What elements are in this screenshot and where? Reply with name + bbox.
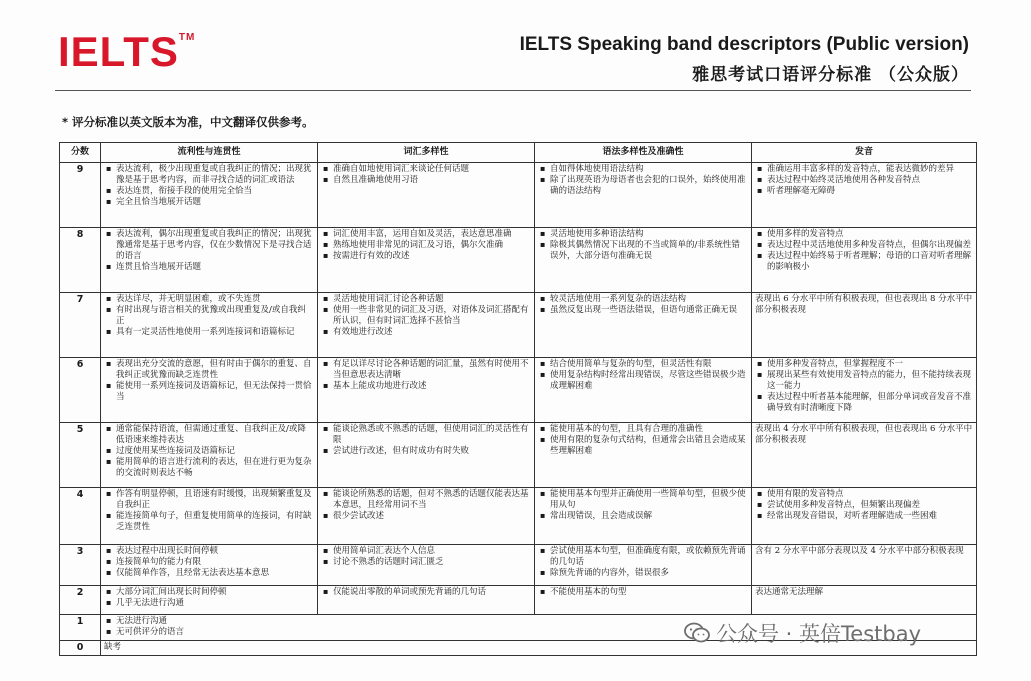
band-score: 9 — [60, 163, 101, 228]
descriptor-item: ▪ 经常出现发音错误，对听者理解造成一些困难 — [767, 511, 973, 522]
header-pronunciation: 发音 — [752, 143, 977, 163]
descriptor-item: ▪ 准确自如地使用词汇来谈论任何话题 — [333, 164, 531, 175]
fluency-cell — [101, 293, 318, 358]
lexical-list — [321, 359, 531, 392]
table-row — [60, 423, 977, 488]
translation-note: * 评分标准以英文版本为准，中文翻译仅供参考。 — [62, 115, 314, 129]
page-title-en: IELTS Speaking band descriptors (Public version) — [519, 34, 969, 55]
descriptor-item: ▪ 大部分词汇间出现长时间停顿 — [116, 587, 314, 598]
pronunciation-list — [755, 359, 973, 413]
header-divider — [55, 90, 971, 91]
grammar-list — [538, 587, 748, 598]
descriptor-item: ▪ 除了出现英语为母语者也会犯的口误外，始终使用准确的语法结构 — [550, 175, 748, 197]
descriptor-item: ▪ 能谈论熟悉或不熟悉的话题，但使用词汇的灵活性有限 — [333, 424, 531, 446]
descriptor-item: ▪ 听者理解毫无障碍 — [767, 186, 973, 197]
table-row — [60, 586, 977, 615]
descriptor-item: ▪ 作答有明显停顿，且语速有时缓慢，出现频繁重复及自我纠正 — [116, 489, 314, 511]
descriptor-item: ▪ 讨论不熟悉的话题时词汇匮乏 — [333, 557, 531, 568]
grammar-cell — [535, 488, 752, 545]
band-score: 3 — [60, 545, 101, 586]
page-title-cn: 雅思考试口语评分标准 （公众版） — [692, 65, 969, 85]
descriptor-item: ▪ 使用复杂结构时经常出现错误，尽管这些错误极少造成理解困难 — [550, 370, 748, 392]
pronunciation-list — [755, 489, 973, 522]
descriptor-item: ▪ 仅能说出零散的单词或预先背诵的几句话 — [333, 587, 531, 598]
header-band: 分数 — [60, 143, 101, 163]
descriptor-item: ▪ 表达过程中始终灵活地使用各种发音特点 — [767, 175, 973, 186]
descriptor-item: ▪ 按需进行有效的改述 — [333, 251, 531, 262]
grammar-list — [538, 359, 748, 392]
descriptor-item: ▪ 有时出现与语言相关的犹豫或出现重复及/或自我纠正 — [116, 305, 314, 327]
grammar-list — [538, 164, 748, 197]
descriptor-item: ▪ 不能使用基本的句型 — [550, 587, 748, 598]
fluency-list — [104, 587, 314, 609]
fluency-cell — [101, 586, 318, 615]
descriptor-item: ▪ 能用简单的语言进行流利的表达，但在进行更为复杂的交流时则表达不畅 — [116, 457, 314, 479]
lexical-cell — [318, 423, 535, 488]
descriptor-item: ▪ 很少尝试改述 — [333, 511, 531, 522]
descriptor-item: ▪ 尝试使用基本句型，但准确度有限，或依赖预先背诵的几句话 — [550, 546, 748, 568]
band-score: 7 — [60, 293, 101, 358]
descriptor-item: ▪ 熟练地使用非常见的词汇及习语，偶尔欠准确 — [333, 240, 531, 251]
header-lexical: 词汇多样性 — [318, 143, 535, 163]
fluency-list — [104, 229, 314, 273]
pronunciation-cell: 含有 2 分水平中部分表现以及 4 分水平中部分积极表现 — [752, 545, 977, 586]
table-header-row — [60, 143, 977, 163]
pronunciation-list — [755, 164, 973, 197]
descriptor-item: ▪ 尝试进行改述，但有时成功有时失败 — [333, 446, 531, 457]
grammar-cell — [535, 423, 752, 488]
pronunciation-cell — [752, 163, 977, 228]
descriptor-item: ▪ 连贯且恰当地展开话题 — [116, 262, 314, 273]
descriptor-item: ▪ 具有一定灵活性地使用一系列连接词和语篇标记 — [116, 327, 314, 338]
descriptor-item: ▪ 能使用基本的句型，且具有合理的准确性 — [550, 424, 748, 435]
descriptor-item: ▪ 较灵活地使用一系列复杂的语法结构 — [550, 294, 748, 305]
descriptor-item: ▪ 使用多种发音特点，但掌握程度不一 — [767, 359, 973, 370]
lexical-cell — [318, 228, 535, 293]
descriptor-item: ▪ 尝试使用多种发音特点，但频繁出现偏差 — [767, 500, 973, 511]
descriptor-item: ▪ 准确运用丰富多样的发音特点，能表达微妙的差异 — [767, 164, 973, 175]
table-row — [60, 228, 977, 293]
descriptor-item: ▪ 使用多样的发音特点 — [767, 229, 973, 240]
fluency-list — [104, 164, 314, 208]
fluency-cell — [101, 488, 318, 545]
watermark-text: 公众号 · 英倍Testbay — [716, 622, 922, 646]
fluency-list — [104, 359, 314, 403]
descriptor-item: ▪ 连接简单句的能力有限 — [116, 557, 314, 568]
pronunciation-cell: 表达通常无法理解 — [752, 586, 977, 615]
fluency-cell: 缺考 — [101, 641, 977, 656]
descriptor-item: ▪ 使用有限的复杂句式结构，但通常会出错且会造成某些理解困难 — [550, 435, 748, 457]
wechat-watermark — [684, 618, 921, 648]
descriptor-item: ▪ 有足以详尽讨论各种话题的词汇量，虽然有时使用不当但意思表达清晰 — [333, 359, 531, 381]
lexical-list — [321, 294, 531, 338]
descriptor-item: ▪ 自然且准确地使用习语 — [333, 175, 531, 186]
descriptor-item: ▪ 使用有限的发音特点 — [767, 489, 973, 500]
pronunciation-cell — [752, 488, 977, 545]
grammar-cell — [535, 358, 752, 423]
fluency-cell — [101, 358, 318, 423]
band-score: 1 — [60, 615, 101, 641]
descriptor-item: ▪ 使用一些非常见的词汇及习语，对语体及词汇搭配有所认识，但有时词汇选择不甚恰当 — [333, 305, 531, 327]
grammar-cell — [535, 293, 752, 358]
header-grammar: 语法多样性及准确性 — [535, 143, 752, 163]
header-fluency: 流利性与连贯性 — [101, 143, 318, 163]
band-score: 5 — [60, 423, 101, 488]
descriptor-item: ▪ 无法进行沟通 — [116, 616, 973, 627]
fluency-list — [104, 546, 314, 579]
table-row — [60, 163, 977, 228]
lexical-cell — [318, 586, 535, 615]
descriptor-item: ▪ 仅能简单作答，且经常无法表达基本意思 — [116, 568, 314, 579]
lexical-list — [321, 489, 531, 522]
descriptor-item: ▪ 表达过程中灵活地使用多种发音特点，但偶尔出现偏差 — [767, 240, 973, 251]
descriptor-item: ▪ 词汇使用丰富，运用自如及灵活，表达意思准确 — [333, 229, 531, 240]
descriptor-item: ▪ 能谈论所熟悉的话题，但对不熟悉的话题仅能表达基本意思，且经常用词不当 — [333, 489, 531, 511]
descriptor-item: ▪ 使用简单词汇表达个人信息 — [333, 546, 531, 557]
fluency-list — [104, 424, 314, 478]
grammar-cell — [535, 163, 752, 228]
band-score: 0 — [60, 641, 101, 656]
descriptor-item: ▪ 虽然反复出现一些语法错误，但语句通常正确无误 — [550, 305, 748, 316]
descriptor-item: ▪ 表达过程中始终易于听者理解；母语的口音对听者理解的影响极小 — [767, 251, 973, 273]
descriptor-item: ▪ 灵活地使用词汇讨论各种话题 — [333, 294, 531, 305]
descriptor-item: ▪ 常出现错误，且会造成误解 — [550, 511, 748, 522]
lexical-cell — [318, 545, 535, 586]
fluency-cell — [101, 545, 318, 586]
descriptor-item: ▪ 表达连贯，衔接手段的使用完全恰当 — [116, 186, 314, 197]
descriptor-item: ▪ 除极其偶然情况下出现的不当或简单的/非系统性错误外，大部分语句准确无误 — [550, 240, 748, 262]
fluency-cell — [101, 163, 318, 228]
lexical-cell — [318, 293, 535, 358]
descriptor-item: ▪ 灵活地使用多种语法结构 — [550, 229, 748, 240]
descriptor-item: ▪ 表达流利，极少出现重复或自我纠正的情况；出现犹豫是基于思考内容，而非寻找合适的词汇或语法 — [116, 164, 314, 186]
descriptor-item: ▪ 表达过程中出现长时间停顿 — [116, 546, 314, 557]
band-score: 8 — [60, 228, 101, 293]
descriptor-item: ▪ 有效地进行改述 — [333, 327, 531, 338]
grammar-list — [538, 229, 748, 262]
descriptor-item: ▪ 表现出充分交流的意愿，但有时由于偶尔的重复、自我纠正或犹豫而缺乏连贯性 — [116, 359, 314, 381]
pronunciation-cell: 表现出 4 分水平中所有积极表现，但也表现出 6 分水平中部分积极表现 — [752, 423, 977, 488]
band-score: 2 — [60, 586, 101, 615]
fluency-cell — [101, 228, 318, 293]
table-row — [60, 358, 977, 423]
descriptor-item: ▪ 几乎无法进行沟通 — [116, 598, 314, 609]
descriptor-item: ▪ 基本上能成功地进行改述 — [333, 381, 531, 392]
descriptor-item: ▪ 能连接简单句子，但重复使用简单的连接词，有时缺乏连贯性 — [116, 511, 314, 533]
wechat-icon — [684, 622, 710, 644]
descriptor-item: ▪ 能使用一系列连接词及语篇标记，但无法保持一贯恰当 — [116, 381, 314, 403]
descriptor-item: ▪ 无可供评分的语言 — [116, 627, 973, 638]
lexical-list — [321, 229, 531, 262]
grammar-cell — [535, 228, 752, 293]
descriptor-item: ▪ 过度使用某些连接词及语篇标记 — [116, 446, 314, 457]
descriptor-item: ▪ 自如得体地使用语法结构 — [550, 164, 748, 175]
descriptor-item: ▪ 能使用基本句型并正确使用一些简单句型，但极少使用从句 — [550, 489, 748, 511]
grammar-list — [538, 546, 748, 579]
fluency-list — [104, 489, 314, 533]
pronunciation-list — [755, 229, 973, 273]
grammar-list — [538, 294, 748, 316]
band-score: 6 — [60, 358, 101, 423]
fluency-cell — [101, 423, 318, 488]
lexical-list — [321, 164, 531, 186]
descriptor-item: ▪ 表达过程中听者基本能理解，但部分单词或音发音不准确导致有时清晰度下降 — [767, 392, 973, 414]
pronunciation-cell — [752, 228, 977, 293]
band-score: 4 — [60, 488, 101, 545]
grammar-list — [538, 424, 748, 457]
descriptor-item: ▪ 完全且恰当地展开话题 — [116, 197, 314, 208]
descriptor-item: ▪ 结合使用简单与复杂的句型，但灵活性有限 — [550, 359, 748, 370]
descriptor-item: ▪ 展现出某些有效使用发音特点的能力，但不能持续表现这一能力 — [767, 370, 973, 392]
lexical-cell — [318, 488, 535, 545]
descriptor-item: ▪ 通常能保持语流，但需通过重复、自我纠正及/或降低语速来维持表达 — [116, 424, 314, 446]
grammar-cell — [535, 545, 752, 586]
lexical-list — [321, 587, 531, 598]
table-row — [60, 488, 977, 545]
band-descriptor-table — [59, 142, 977, 656]
lexical-cell — [318, 163, 535, 228]
ielts-logo: IELTS™ — [58, 28, 196, 75]
descriptor-item: ▪ 表达详尽，并无明显困难，或不失连贯 — [116, 294, 314, 305]
grammar-list — [538, 489, 748, 522]
pronunciation-cell: 表现出 6 分水平中所有积极表现，但也表现出 8 分水平中部分积极表现 — [752, 293, 977, 358]
lexical-cell — [318, 358, 535, 423]
lexical-list — [321, 424, 531, 457]
table-row — [60, 293, 977, 358]
descriptor-item: ▪ 表达流利，偶尔出现重复或自我纠正的情况；出现犹豫通常是基于思考内容，仅在少数情况下是寻找合适的语言 — [116, 229, 314, 262]
fluency-list — [104, 294, 314, 338]
grammar-cell — [535, 586, 752, 615]
lexical-list — [321, 546, 531, 568]
descriptor-item: ▪ 除预先背诵的内容外，错误很多 — [550, 568, 748, 579]
pronunciation-cell — [752, 358, 977, 423]
table-row — [60, 545, 977, 586]
